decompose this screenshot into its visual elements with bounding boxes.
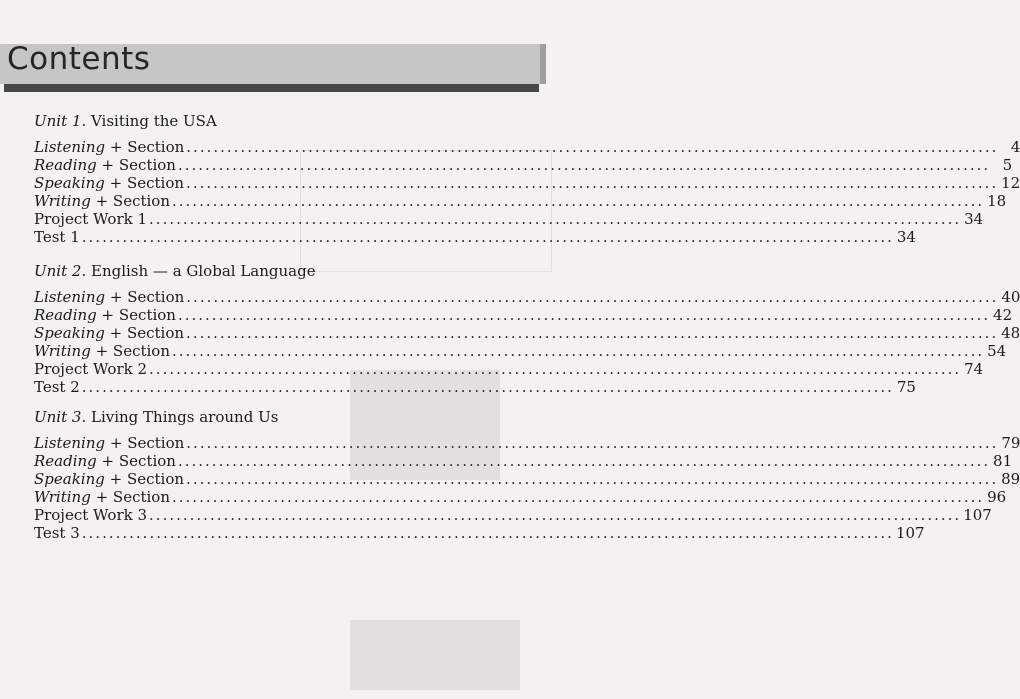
toc-entry[interactable] — [34, 524, 925, 542]
entry-label: + Section — [105, 434, 185, 452]
entry-label: + Section — [105, 138, 185, 156]
page-number: 74 — [964, 360, 984, 378]
unit-heading — [34, 408, 278, 426]
entry-label: Test 3 — [34, 524, 80, 542]
toc-entry[interactable] — [34, 210, 984, 228]
entry-label: Project Work 1 — [34, 210, 148, 228]
toc-entry[interactable] — [34, 174, 1020, 192]
page-number: 18 — [987, 192, 1007, 210]
entry-label: + Section — [96, 156, 176, 174]
page-title: Contents — [7, 41, 151, 77]
page-number: 107 — [895, 524, 925, 542]
unit-label: Unit 1 — [34, 112, 82, 130]
entry-skill: Speaking — [34, 174, 105, 192]
unit-label: Unit 3 — [34, 408, 82, 426]
entry-skill: Reading — [34, 452, 97, 470]
page-number: 34 — [896, 228, 916, 246]
entry-skill: Writing — [34, 192, 91, 210]
toc-entry[interactable] — [34, 434, 1020, 452]
page-number: 42 — [993, 306, 1013, 324]
page-number: 40 — [1001, 288, 1020, 306]
page-number: 75 — [896, 378, 916, 396]
entry-title — [34, 288, 184, 306]
page-number: 96 — [987, 488, 1007, 506]
entry-skill: Writing — [34, 342, 91, 360]
entry-title — [34, 488, 170, 506]
page-number: 34 — [964, 210, 984, 228]
toc-entry[interactable] — [34, 360, 984, 378]
leader-dots: ........................................................................................................................ — [177, 156, 991, 174]
unit-title: . Living Things around Us — [81, 408, 279, 426]
toc-entry[interactable] — [34, 138, 1020, 156]
entry-skill: Listening — [34, 434, 106, 452]
entry-title — [34, 506, 147, 524]
leader-dots: ........................................................................................................................ — [186, 434, 999, 452]
entry-title — [34, 192, 170, 210]
unit-heading — [34, 112, 217, 130]
toc-entry[interactable] — [34, 342, 1007, 360]
entry-skill: Listening — [34, 288, 106, 306]
entry-skill: Reading — [34, 156, 97, 174]
leader-dots: ........................................................................................................................ — [149, 506, 962, 524]
leader-dots: ........................................................................................................................ — [172, 192, 985, 210]
entry-title — [34, 452, 176, 470]
entry-label: + Section — [104, 174, 185, 192]
entry-label: + Section — [104, 324, 185, 342]
leader-dots: ........................................................................................................................ — [81, 378, 894, 396]
entry-title — [34, 174, 184, 192]
toc-entry[interactable] — [34, 228, 916, 246]
entry-label: Test 2 — [34, 378, 80, 396]
leader-dots: ........................................................................................................................ — [177, 306, 991, 324]
toc-entry[interactable] — [34, 470, 1020, 488]
entry-label: + Section — [90, 342, 170, 360]
entry-title — [34, 378, 80, 396]
entry-label: + Section — [96, 452, 176, 470]
entry-title — [34, 470, 184, 488]
page-number: 81 — [993, 452, 1013, 470]
entry-title — [34, 210, 147, 228]
leader-dots: ........................................................................................................................ — [186, 288, 999, 306]
entry-label: + Section — [105, 288, 185, 306]
title-rule — [4, 84, 539, 92]
entry-skill: Speaking — [34, 324, 105, 342]
toc-entry[interactable] — [34, 488, 1007, 506]
leader-dots: ........................................................................................................................ — [172, 488, 985, 506]
entry-title — [34, 228, 80, 246]
entry-title — [34, 156, 176, 174]
toc-entry[interactable] — [34, 156, 1013, 174]
entry-title — [34, 524, 80, 542]
unit-title: . Visiting the USA — [81, 112, 217, 130]
page-number: 4 — [1010, 138, 1020, 156]
toc-entry[interactable] — [34, 324, 1020, 342]
entry-skill: Writing — [34, 488, 91, 506]
page-number: 5 — [1002, 156, 1013, 174]
bleed-through-image — [350, 620, 520, 690]
entry-title — [34, 342, 170, 360]
entry-label: + Section — [104, 470, 185, 488]
leader-dots: ........................................................................................................................ — [149, 360, 962, 378]
leader-dots: ........................................................................................................................ — [177, 452, 991, 470]
toc-entry[interactable] — [34, 192, 1007, 210]
entry-label: + Section — [90, 488, 170, 506]
leader-dots: ........................................................................................................................ — [186, 470, 999, 488]
entry-label: + Section — [96, 306, 176, 324]
leader-dots: ........................................................................................................................ — [81, 524, 894, 542]
entry-skill: Listening — [34, 138, 106, 156]
entry-title — [34, 360, 147, 378]
leader-dots: ........................................................................................................................ — [149, 210, 962, 228]
entry-skill: Reading — [34, 306, 97, 324]
leader-dots: ........................................................................................................................ — [186, 324, 999, 342]
page-number: 54 — [987, 342, 1007, 360]
toc-entry[interactable] — [34, 306, 1013, 324]
entry-title — [34, 138, 184, 156]
entry-label: Project Work 3 — [34, 506, 148, 524]
page-number: 89 — [1001, 470, 1020, 488]
toc-entry[interactable] — [34, 452, 1013, 470]
entry-skill: Speaking — [34, 470, 105, 488]
entry-title — [34, 434, 184, 452]
page-number: 12 — [1001, 174, 1020, 192]
leader-dots: ........................................................................................................................ — [172, 342, 985, 360]
entry-title — [34, 324, 184, 342]
leader-dots: ........................................................................................................................ — [81, 228, 894, 246]
page-number: 48 — [1001, 324, 1020, 342]
unit-heading — [34, 262, 316, 280]
entry-label: Project Work 2 — [34, 360, 148, 378]
toc-entry[interactable] — [34, 288, 1020, 306]
leader-dots: ........................................................................................................................ — [186, 138, 999, 156]
leader-dots: ........................................................................................................................ — [186, 174, 999, 192]
toc-entry[interactable] — [34, 506, 992, 524]
unit-title: . English — a Global Language — [81, 262, 316, 280]
entry-label: + Section — [90, 192, 170, 210]
toc-entry[interactable] — [34, 378, 916, 396]
entry-label: Test 1 — [34, 228, 80, 246]
page-number: 79 — [1001, 434, 1020, 452]
entry-title — [34, 306, 176, 324]
page-number: 107 — [963, 506, 992, 524]
unit-label: Unit 2 — [34, 262, 82, 280]
